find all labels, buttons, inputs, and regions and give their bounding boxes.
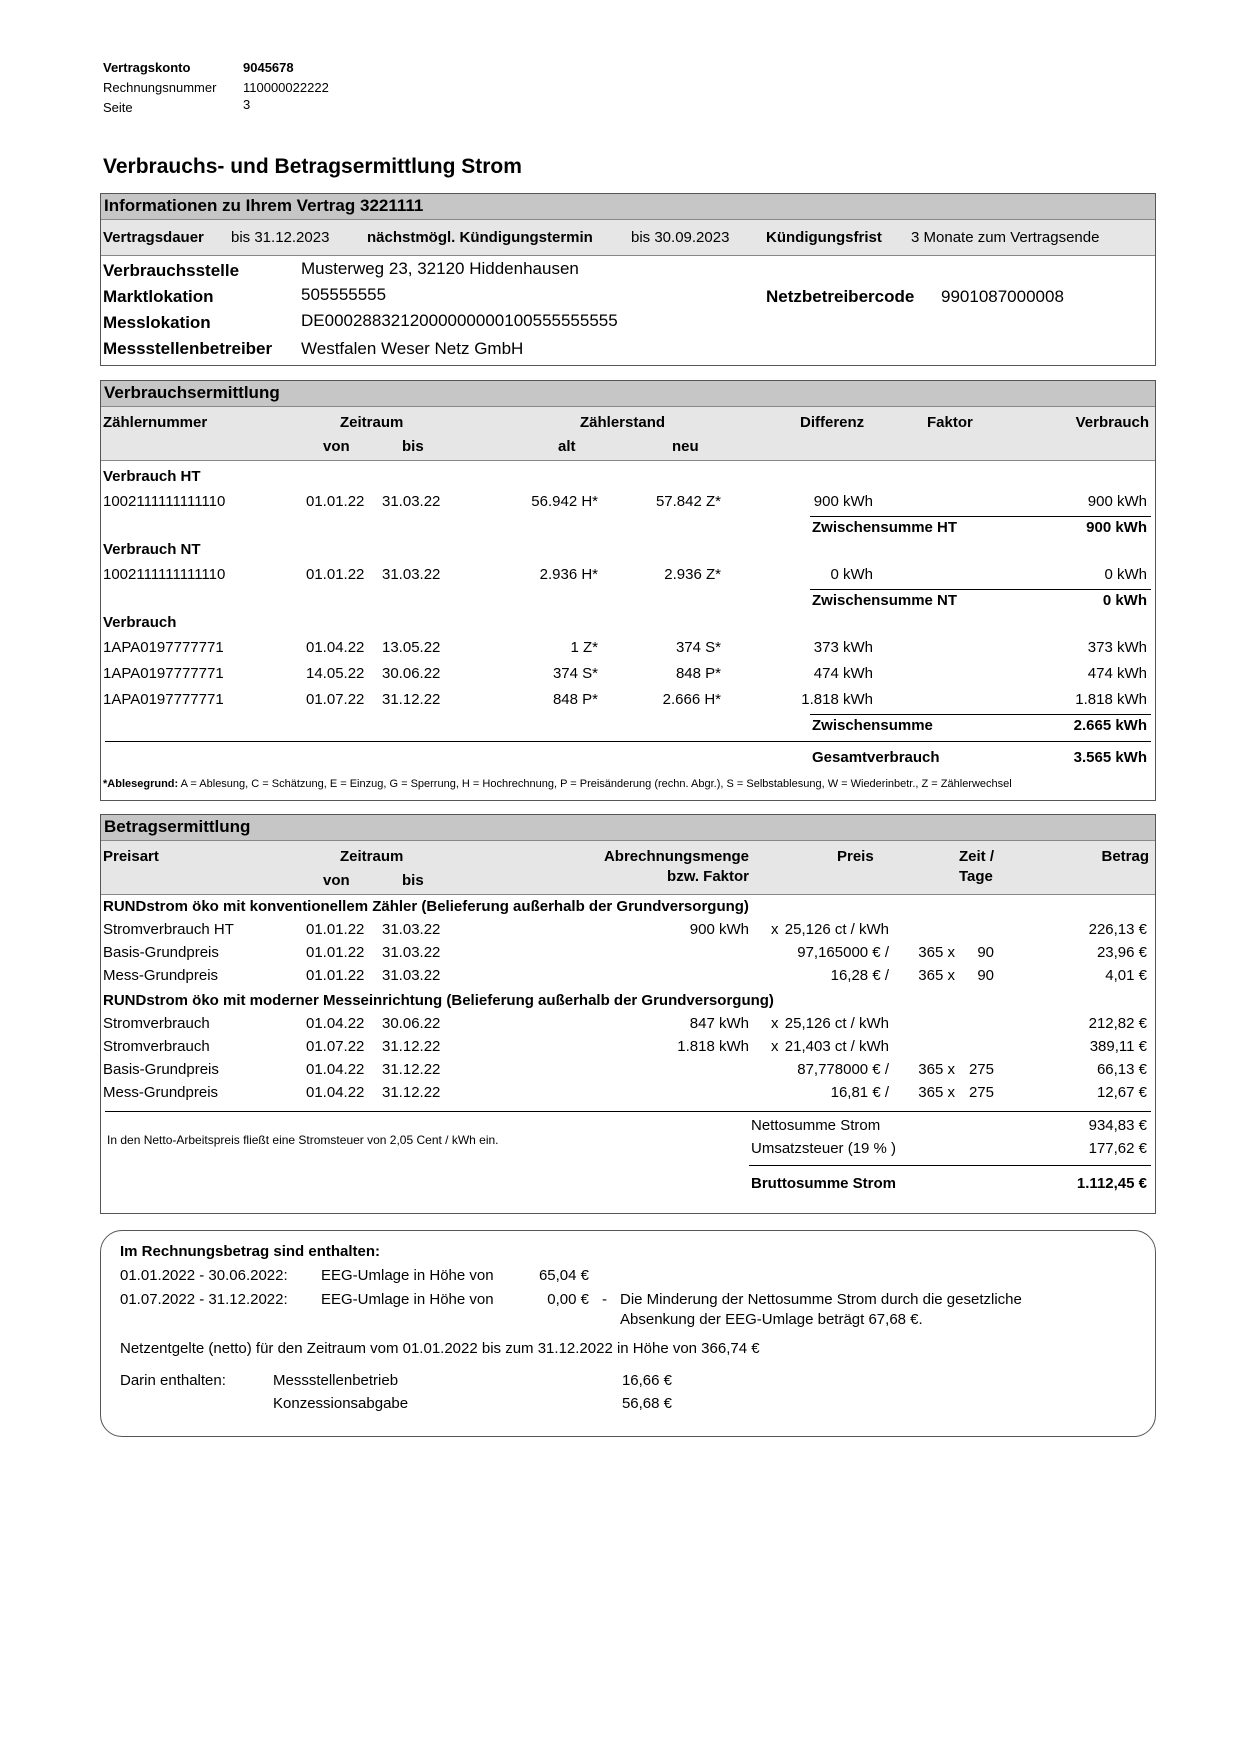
account-meta [103, 58, 329, 118]
marktlokation-label: Marktlokation [103, 287, 214, 306]
table-cell: Stromverbrauch [103, 1038, 210, 1055]
table-cell: 87,778000 € / [797, 1061, 889, 1078]
e2-period: 01.07.2022 - 31.12.2022: [120, 1291, 288, 1308]
table-cell: 31.03.22 [382, 493, 441, 510]
table-cell: 474 kWh [813, 665, 873, 682]
stromsteuer-note: In den Netto-Arbeitspreis fließt eine Stromsteuer von 2,05 Cent / kWh ein. [107, 1133, 499, 1147]
table-cell: 0 kWh [830, 566, 873, 583]
zwischensumme-label: Zwischensumme [812, 717, 933, 734]
darin-label: Darin enthalten: [120, 1372, 226, 1389]
netzbetreibercode-label: Netzbetreibercode [766, 287, 915, 306]
table-cell: 365 x [918, 944, 955, 961]
e1-value: 65,04 € [538, 1267, 589, 1284]
table-cell: 16,28 € / [830, 967, 889, 984]
table-cell: 01.01.22 [306, 967, 365, 984]
betrag-title: Betragsermittlung [101, 815, 1155, 841]
verbrauchsstelle-label: Verbrauchsstelle [103, 261, 240, 280]
table-cell: 01.01.22 [306, 493, 365, 510]
messstellenbetrieb-value: 16,66 € [621, 1372, 672, 1389]
col-zeitraum: Zeitraum [340, 414, 404, 431]
seite-label: Seite [103, 100, 133, 115]
e2-text-1: Die Minderung der Nettosumme Strom durch die gesetzliche [620, 1291, 1022, 1308]
table-cell: 900 kWh [689, 921, 749, 938]
col-zaehlernummer: Zählernummer [103, 414, 208, 431]
table-cell: 374 S* [552, 665, 598, 682]
umsatzsteuer-value: 177,62 € [1088, 1140, 1147, 1157]
messstellenbetreiber-value: Westfalen Weser Netz GmbH [301, 339, 524, 358]
marktlokation-value: 505555555 [301, 285, 387, 304]
e2-dash: - [602, 1291, 607, 1308]
messlokation-label: Messlokation [103, 313, 211, 332]
col-von: von [323, 872, 350, 889]
col-faktor: bzw. Faktor [667, 868, 749, 885]
table-cell: x [771, 1038, 779, 1055]
table-cell: 0 kWh [1104, 566, 1147, 583]
ablesegrund-label: *Ablesegrund: [103, 778, 179, 790]
table-cell: 275 [968, 1084, 994, 1101]
page-title: Verbrauchs- und Betragsermittlung Strom [103, 155, 522, 178]
e2-text-2: Absenkung der EEG-Umlage beträgt 67,68 €. [620, 1311, 923, 1328]
zwischensumme-ht-value: 900 kWh [1086, 519, 1147, 536]
col-tage: Tage [959, 868, 993, 885]
table-cell: 848 P* [552, 691, 598, 708]
table-cell: 1APA0197777771 [103, 639, 224, 656]
table-cell: 01.04.22 [306, 1084, 365, 1101]
col-von: von [323, 438, 350, 455]
col-betrag: Betrag [1101, 848, 1149, 865]
zwischensumme-value: 2.665 kWh [1073, 717, 1147, 734]
table-cell: 01.04.22 [306, 1015, 365, 1032]
table-cell: 01.04.22 [306, 639, 365, 656]
vertragsdauer-label: Vertragsdauer [103, 229, 204, 246]
table-cell: 23,96 € [1096, 944, 1147, 961]
verbrauch-header [101, 407, 1155, 461]
table-cell: 1 Z* [570, 639, 598, 656]
table-cell: 226,13 € [1088, 921, 1147, 938]
table-cell: 12,67 € [1096, 1084, 1147, 1101]
seite-value: 3 [243, 97, 251, 112]
table-cell: 31.03.22 [382, 944, 441, 961]
nettosumme-label: Nettosumme Strom [751, 1117, 881, 1134]
table-cell: Mess-Grundpreis [103, 1084, 219, 1101]
col-zeitraum: Zeitraum [340, 848, 404, 865]
table-cell: 847 kWh [689, 1015, 749, 1032]
col-neu: neu [672, 438, 699, 455]
table-cell: 16,81 € / [830, 1084, 889, 1101]
kuendigungsfrist-value: 3 Monate zum Vertragsende [911, 229, 1100, 246]
table-cell: 373 kWh [1087, 639, 1147, 656]
table-cell: 13.05.22 [382, 639, 441, 656]
table-cell: 31.03.22 [382, 921, 441, 938]
col-abrechnungsmenge: Abrechnungsmenge [603, 848, 749, 865]
table-cell: 31.12.22 [382, 1084, 441, 1101]
col-preisart: Preisart [103, 848, 159, 865]
table-cell: 31.12.22 [382, 1061, 441, 1078]
rechnungsnummer-value: 110000022222 [243, 80, 329, 95]
table-cell: 31.03.22 [382, 566, 441, 583]
table-cell: 56.942 H* [531, 493, 598, 510]
zwischensumme-nt-label: Zwischensumme NT [812, 592, 958, 609]
col-alt: alt [558, 438, 576, 455]
bruttosumme-value: 1.112,45 € [1076, 1175, 1147, 1192]
table-cell: 1.818 kWh [677, 1038, 749, 1055]
table-cell: 97,165000 € / [797, 944, 889, 961]
table-cell: 21,403 ct / kWh [784, 1038, 889, 1055]
table-cell: 57.842 Z* [655, 493, 721, 510]
table-cell: 25,126 ct / kWh [784, 921, 889, 938]
table-cell: 365 x [918, 1061, 955, 1078]
table-cell: 1.818 kWh [1075, 691, 1147, 708]
table-cell: 90 [977, 944, 994, 961]
table-cell: 01.07.22 [306, 691, 365, 708]
col-verbrauch: Verbrauch [1075, 414, 1149, 431]
table-cell: 01.07.22 [306, 1038, 365, 1055]
kuendigungsfrist-label: Kündigungsfrist [766, 229, 882, 246]
table-cell: x [771, 1015, 779, 1032]
messlokation-value: DE0002883212000000000100555555555 [301, 311, 618, 330]
umsatzsteuer-label: Umsatzsteuer (19 % ) [751, 1140, 897, 1157]
group-verbrauch: Verbrauch [103, 614, 177, 631]
ablesegrund-text: A = Ablesung, C = Schätzung, E = Einzug, G = Sperrung, H = Hochrechnung, P = Preisänderung (rechn. Abgr.), S = Selbstablesung, W = Wiederinbetr., Z = Zählerwechsel [178, 778, 1012, 790]
table-cell: 31.03.22 [382, 967, 441, 984]
table-cell: 275 [968, 1061, 994, 1078]
table-cell: Stromverbrauch [103, 1015, 210, 1032]
betrag-box [100, 814, 1156, 1214]
kuendigungstermin-label: nächstmögl. Kündigungstermin [367, 229, 593, 246]
table-cell: 01.01.22 [306, 921, 365, 938]
table-cell: Basis-Grundpreis [103, 944, 219, 961]
table-cell: 2.936 H* [539, 566, 598, 583]
nettosumme-value: 934,83 € [1088, 1117, 1147, 1134]
table-cell: 31.12.22 [382, 1038, 441, 1055]
group-verbrauch-nt: Verbrauch NT [103, 541, 201, 558]
table-cell: Basis-Grundpreis [103, 1061, 219, 1078]
group-verbrauch-ht: Verbrauch HT [103, 468, 201, 485]
zwischensumme-ht-label: Zwischensumme HT [812, 519, 958, 536]
table-cell: 30.06.22 [382, 665, 441, 682]
table-cell: 1002111111111110 [103, 493, 226, 510]
col-differenz: Differenz [800, 414, 865, 431]
e1-label: EEG-Umlage in Höhe von [321, 1267, 494, 1284]
table-cell: 900 kWh [1087, 493, 1147, 510]
bruttosumme-label: Bruttosumme Strom [751, 1175, 897, 1192]
table-cell: 1APA0197777771 [103, 691, 224, 708]
table-cell: 1APA0197777771 [103, 665, 224, 682]
table-cell: 1002111111111110 [103, 566, 226, 583]
gesamtverbrauch-value: 3.565 kWh [1073, 749, 1147, 766]
enthalten-title: Im Rechnungsbetrag sind enthalten: [120, 1243, 381, 1260]
divider [105, 1111, 1151, 1112]
divider [810, 714, 1151, 715]
table-cell: 848 P* [675, 665, 721, 682]
table-cell: 30.06.22 [382, 1015, 441, 1032]
verbrauchsstelle-value: Musterweg 23, 32120 Hiddenhausen [301, 259, 579, 278]
table-cell: Stromverbrauch HT [103, 921, 234, 938]
konzessionsabgabe-value: 56,68 € [621, 1395, 672, 1412]
divider [749, 1165, 1151, 1166]
col-zeit: Zeit / [959, 848, 995, 865]
table-cell: 01.01.22 [306, 944, 365, 961]
table-cell: 31.12.22 [382, 691, 441, 708]
zwischensumme-nt-value: 0 kWh [1102, 592, 1147, 609]
table-cell: x [771, 921, 779, 938]
vertragskonto-label: Vertragskonto [103, 60, 191, 75]
table-cell: 14.05.22 [306, 665, 365, 682]
divider [105, 741, 1151, 742]
betrag-header [101, 841, 1155, 895]
divider [810, 516, 1151, 517]
table-cell: 212,82 € [1088, 1015, 1147, 1032]
verbrauch-title: Verbrauchsermittlung [101, 381, 1155, 407]
divider [810, 589, 1151, 590]
table-cell: 01.01.22 [306, 566, 365, 583]
kuendigungstermin-value: bis 30.09.2023 [631, 229, 730, 246]
table-cell: 1.818 kWh [801, 691, 873, 708]
col-bis: bis [402, 438, 424, 455]
e1-period: 01.01.2022 - 30.06.2022: [120, 1267, 288, 1284]
messstellenbetrieb-label: Messstellenbetrieb [273, 1372, 399, 1389]
table-cell: 4,01 € [1105, 967, 1147, 984]
vertrag-terms-bar [101, 220, 1155, 256]
table-cell: 66,13 € [1096, 1061, 1147, 1078]
section-konventionell: RUNDstrom öko mit konventionellem Zähler (Belieferung außerhalb der Grundversorgung) [103, 898, 749, 915]
table-cell: Mess-Grundpreis [103, 967, 219, 984]
e2-label: EEG-Umlage in Höhe von [321, 1291, 494, 1308]
rechnungsnummer-label: Rechnungsnummer [103, 80, 217, 95]
table-cell: 373 kWh [813, 639, 873, 656]
vertrag-info-box [100, 193, 1156, 366]
table-cell: 900 kWh [813, 493, 873, 510]
messstellenbetreiber-label: Messstellenbetreiber [103, 339, 273, 358]
table-cell: 2.666 H* [662, 691, 721, 708]
vertragskonto-value: 9045678 [243, 60, 294, 75]
table-cell: 474 kWh [1087, 665, 1147, 682]
section-modern: RUNDstrom öko mit moderner Messeinrichtung (Belieferung außerhalb der Grundversorgung) [103, 992, 774, 1009]
table-cell: 25,126 ct / kWh [784, 1015, 889, 1032]
vertrag-title: Informationen zu Ihrem Vertrag 3221111 [101, 194, 1155, 220]
konzessionsabgabe-label: Konzessionsabgabe [273, 1395, 409, 1412]
enthaltene-umlagen-box [100, 1230, 1156, 1437]
table-cell: 2.936 Z* [664, 566, 721, 583]
table-cell: 01.04.22 [306, 1061, 365, 1078]
ablesegrund-legend [103, 778, 1012, 790]
table-cell: 365 x [918, 1084, 955, 1101]
table-cell: 365 x [918, 967, 955, 984]
col-faktor: Faktor [927, 414, 973, 431]
netzentgelte-text: Netzentgelte (netto) für den Zeitraum vom 01.01.2022 bis zum 31.12.2022 in Höhe von 366,74 € [120, 1340, 760, 1357]
table-cell: 389,11 € [1089, 1038, 1147, 1055]
table-cell: 90 [977, 967, 994, 984]
col-preis: Preis [837, 848, 874, 865]
table-cell: 374 S* [675, 639, 721, 656]
e2-value: 0,00 € [547, 1291, 589, 1308]
col-bis: bis [402, 872, 424, 889]
netzbetreibercode-value: 9901087000008 [941, 287, 1064, 306]
verbrauch-box [100, 380, 1156, 801]
col-zaehlerstand: Zählerstand [580, 414, 666, 431]
gesamtverbrauch-label: Gesamtverbrauch [812, 749, 940, 766]
vertragsdauer-value: bis 31.12.2023 [231, 229, 330, 246]
